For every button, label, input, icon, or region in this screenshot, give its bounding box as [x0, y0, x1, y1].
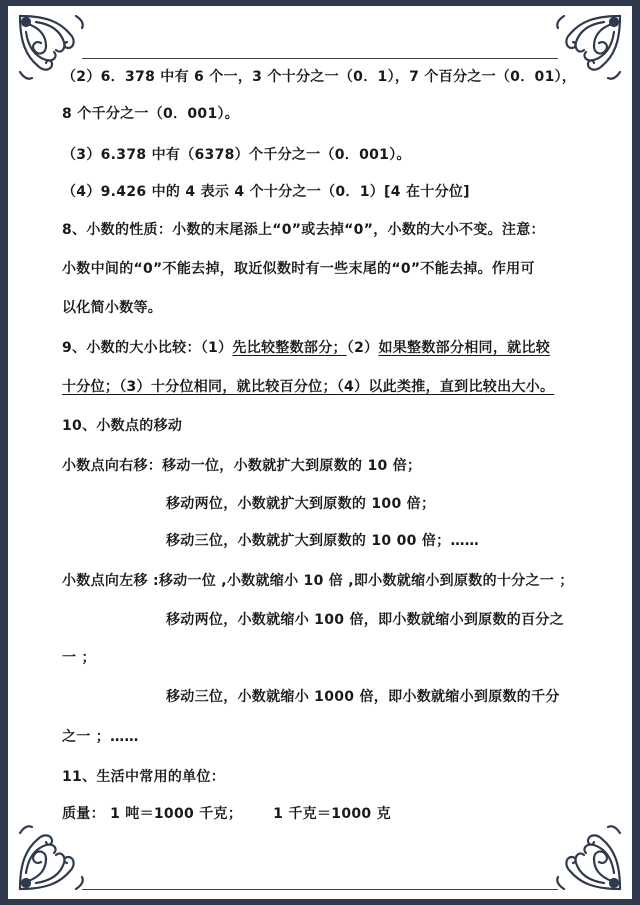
text-line: 小数点向右移：移动一位，小数就扩大到原数的 10 倍； — [62, 458, 422, 474]
text-line: （4）9.426 中的 4 表示 4 个十分之一（0．1）[4 在十分位] — [62, 184, 470, 200]
item-9-line-1 — [62, 337, 550, 357]
section-heading: 11、生活中常用的单位： — [62, 769, 226, 785]
item-9-prefix: 9、小数的大小比较：（1） — [62, 340, 233, 356]
text-line: （3）6.378 中有（6378）个千分之一（0．001）。 — [62, 147, 411, 163]
underlined-text: 先比较整数部分； — [232, 340, 347, 356]
text-line: 一 ； — [62, 650, 96, 666]
text-line: 以化简小数等。 — [62, 300, 163, 316]
text-line: 移动两位，小数就缩小 100 倍，即小数就缩小到原数的百分之 — [166, 612, 564, 628]
text-line: 移动三位，小数就扩大到原数的 10 00 倍；…… — [166, 533, 480, 549]
text-line: 小数点向左移 :移动一位 ,小数就缩小 10 倍 ,即小数就缩小到原数的十分之一 ； — [62, 573, 574, 589]
text-line: 8 个千分之一（0．001）。 — [62, 106, 240, 122]
underlined-text: 如果整数部分相同，就比较 — [378, 340, 551, 356]
top-rule — [82, 58, 558, 59]
item-9-mid: （2） — [346, 340, 379, 356]
corner-ornament-icon — [16, 819, 90, 893]
section-heading: 10、小数点的移动 — [62, 418, 183, 434]
corner-ornament-icon — [550, 819, 624, 893]
text-line: （2）6．378 中有 6 个一，3 个十分之一（0．1），7 个百分之一（0．01）， — [62, 69, 577, 85]
text-line: 移动三位，小数就缩小 1000 倍，即小数就缩小到原数的千分 — [166, 689, 560, 705]
text-line: 移动两位，小数就扩大到原数的 100 倍； — [166, 496, 436, 512]
text-line: 小数中间的“0”不能去掉，取近似数时有一些末尾的“0”不能去掉。作用可 — [62, 261, 535, 277]
item-9-line-2 — [62, 376, 554, 396]
underlined-text: 十分位；（3）十分位相同，就比较百分位；（4）以此类推，直到比较出大小。 — [62, 379, 555, 395]
text-line: 8、小数的性质：小数的末尾添上“0”或去掉“0”，小数的大小不变。注意： — [62, 222, 545, 238]
bottom-rule — [82, 889, 558, 890]
text-line: 质量： 1 吨＝1000 千克； 1 千克＝1000 克 — [62, 806, 391, 822]
text-line: 之一 ；…… — [62, 729, 139, 745]
